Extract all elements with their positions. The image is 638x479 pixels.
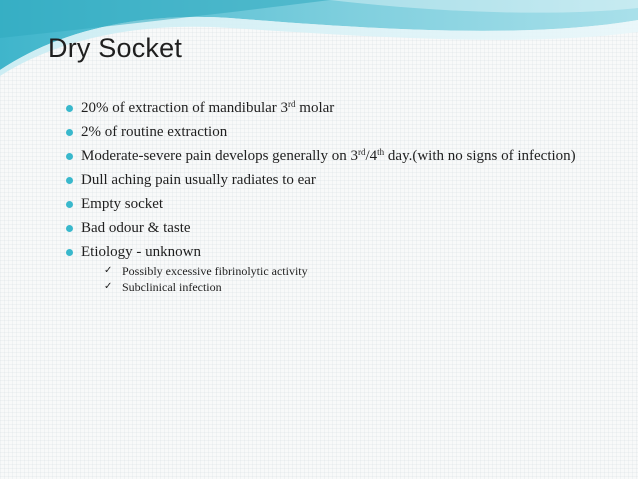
bullet-item — [66, 170, 606, 190]
text-run: day.(with no signs of infection) — [384, 148, 576, 164]
text-run: Moderate-severe pain develops generally on 3 — [81, 148, 358, 164]
checkmark-icon: ✓ — [104, 265, 113, 276]
text-run: Etiology - unknown — [81, 244, 201, 260]
bullet-text — [81, 124, 227, 140]
bullet-text — [81, 220, 191, 236]
superscript-text: th — [377, 147, 385, 157]
sub-bullet-item — [104, 279, 606, 295]
sub-bullet-text: Subclinical infection — [122, 280, 222, 294]
text-run: Empty socket — [81, 196, 164, 212]
bullet-dot-icon — [66, 201, 73, 208]
bullet-dot-icon — [66, 177, 73, 184]
sub-bullet-text: Possibly excessive fibrinolytic activity — [122, 264, 308, 278]
superscript-text: rd — [357, 147, 366, 157]
checkmark-icon: ✓ — [104, 281, 113, 292]
bullet-dot-icon — [66, 129, 73, 136]
bullet-item — [66, 122, 606, 142]
bullet-item — [66, 242, 606, 295]
bullet-text — [81, 148, 576, 164]
text-run: 20% of extraction of mandibular 3 — [81, 100, 289, 116]
text-run: /4 — [365, 148, 378, 164]
superscript-text: rd — [288, 99, 296, 109]
text-run: Dull aching pain usually radiates to ear — [81, 172, 316, 188]
text-run: Bad odour & taste — [81, 220, 191, 236]
bullet-item — [66, 218, 606, 238]
slide-title: Dry Socket — [48, 33, 183, 63]
text-run: molar — [295, 100, 335, 116]
bullet-dot-icon — [66, 153, 73, 160]
bullet-text — [81, 244, 201, 260]
bullet-dot-icon — [66, 105, 73, 112]
bullet-text — [81, 100, 334, 116]
bullet-item — [66, 98, 606, 118]
bullet-text — [81, 196, 163, 212]
bullet-item — [66, 146, 606, 166]
bullet-item — [66, 194, 606, 214]
sub-bullet-item — [104, 263, 606, 279]
bullet-dot-icon — [66, 225, 73, 232]
text-run: 2% of routine extraction — [81, 124, 228, 140]
slide-body — [66, 98, 606, 299]
bullet-text — [81, 172, 316, 188]
bullet-list — [66, 98, 606, 295]
bullet-dot-icon — [66, 249, 73, 256]
sub-bullet-list — [104, 263, 606, 295]
